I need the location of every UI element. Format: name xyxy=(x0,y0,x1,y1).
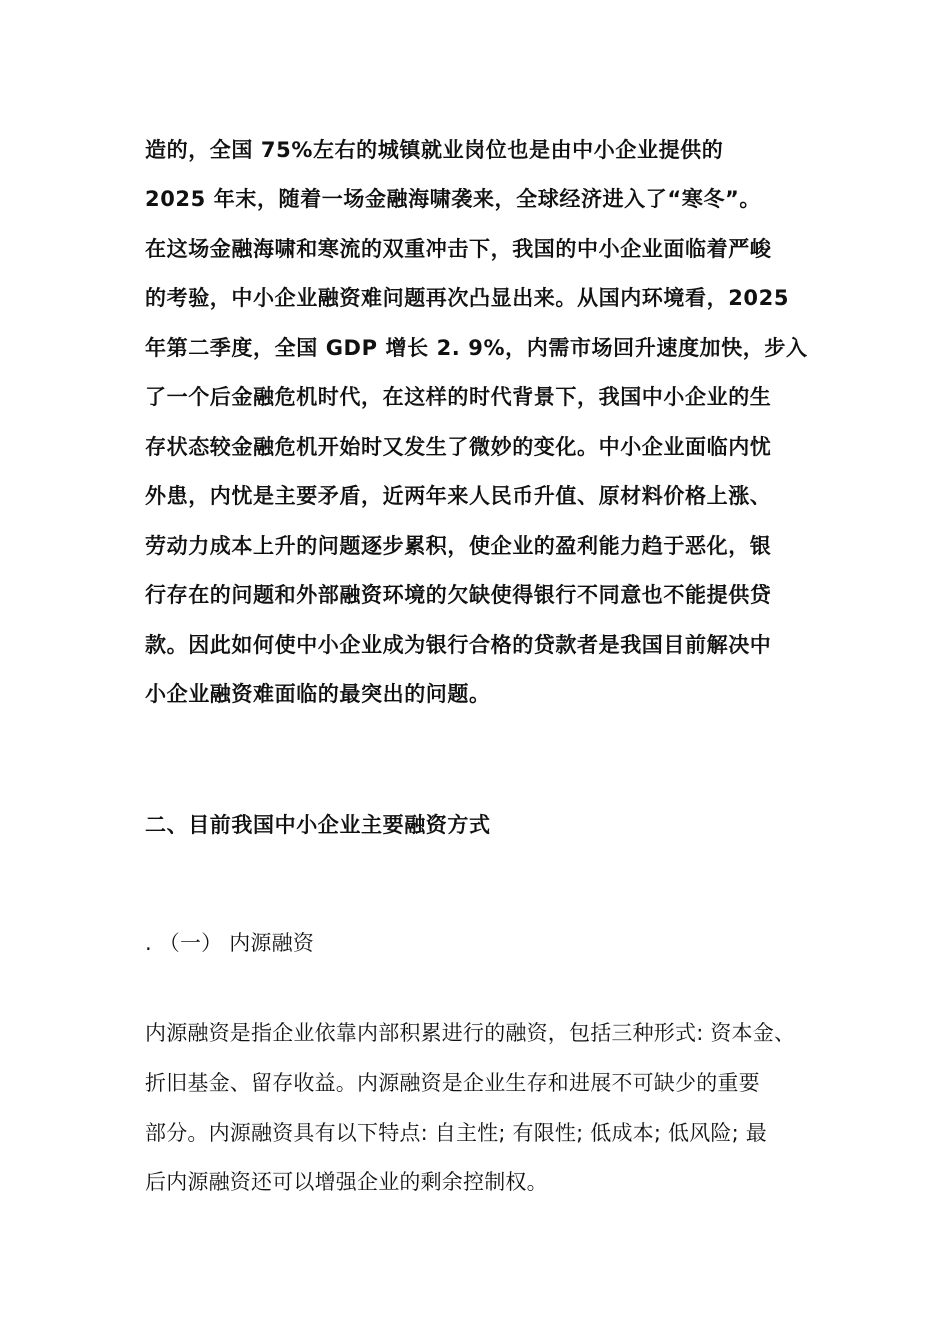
paragraph-line: 存状态较金融危机开始时又发生了微妙的变化。中小企业面临内忧 xyxy=(145,435,772,459)
paragraph-line: 的考验，中小企业融资难问题再次凸显出来。从国内环境看，2025 xyxy=(145,286,790,310)
section-heading: 二、目前我国中小企业主要融资方式 xyxy=(145,813,491,837)
paragraph-line: 行存在的问题和外部融资环境的欠缺使得银行不同意也不能提供贷 xyxy=(145,583,772,607)
paragraph-line: 2025 年末，随着一场金融海啸袭来，全球经济进入了“寒冬”。 xyxy=(145,187,761,211)
paragraph-line: 造的，全国 75%左右的城镇就业岗位也是由中小企业提供的 xyxy=(145,138,724,162)
paragraph-line: 款。因此如何使中小企业成为银行合格的贷款者是我国目前解决中 xyxy=(145,633,772,657)
paragraph-line: 部分。内源融资具有以下特点: 自主性; 有限性; 低成本; 低风险; 最 xyxy=(145,1121,767,1145)
paragraph-line: 劳动力成本上升的问题逐步累积，使企业的盈利能力趋于恶化，银 xyxy=(145,534,772,558)
paragraph-line: 年第二季度，全国 GDP 增长 2. 9%，内需市场回升速度加快，步入 xyxy=(145,336,808,360)
paragraph-line: 折旧基金、留存收益。内源融资是企业生存和进展不可缺少的重要 xyxy=(145,1071,760,1095)
subsection-heading: . （一） 内源融资 xyxy=(145,931,315,955)
paragraph-line: 在这场金融海啸和寒流的双重冲击下，我国的中小企业面临着严峻 xyxy=(145,237,772,261)
paragraph-line: 内源融资是指企业依靠内部积累进行的融资，包括三种形式: 资本金、 xyxy=(145,1021,796,1045)
paragraph-line: 小企业融资难面临的最突出的问题。 xyxy=(145,682,491,706)
paragraph-line: 了一个后金融危机时代，在这样的时代背景下，我国中小企业的生 xyxy=(145,385,772,409)
paragraph-line: 外患，内忧是主要矛盾，近两年来人民币升值、原材料价格上涨、 xyxy=(145,484,772,508)
paragraph-line: 后内源融资还可以增强企业的剩余控制权。 xyxy=(145,1170,548,1194)
